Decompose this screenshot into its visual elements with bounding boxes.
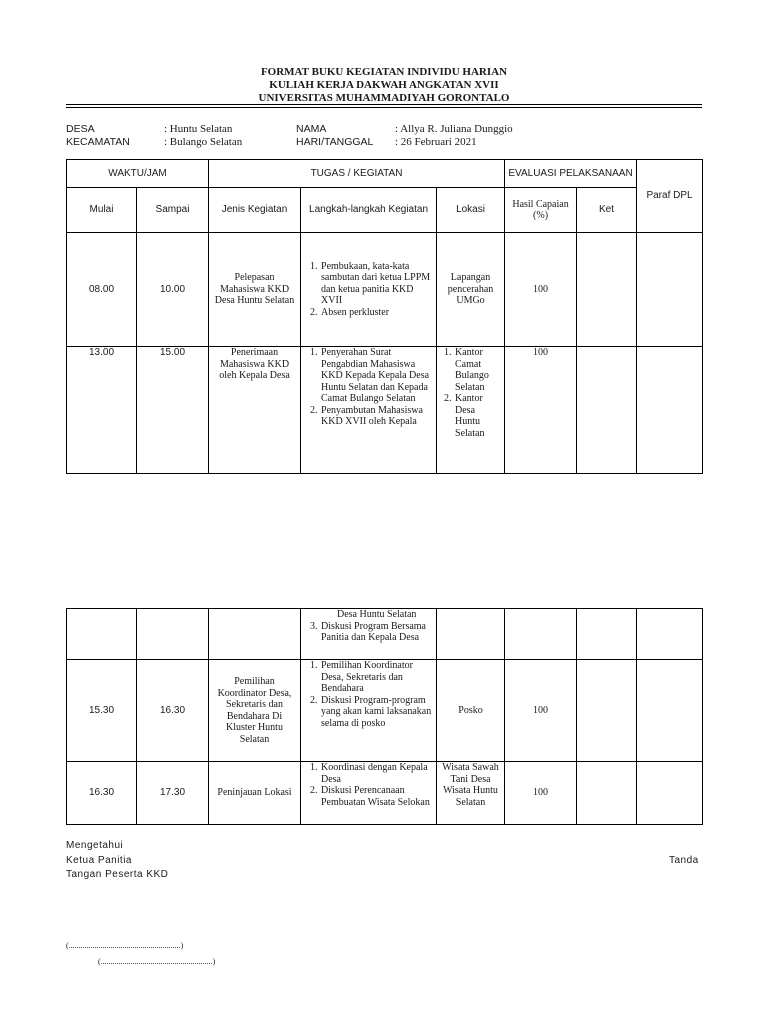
nama-label: NAMA xyxy=(296,123,327,135)
mulai-cell: 08.00 xyxy=(67,233,137,347)
lokasi-cell: Wisata Sawah Tani Desa Wisata Huntu Selatan xyxy=(437,762,505,825)
mulai-cell: 15.30 xyxy=(67,660,137,762)
signature-line-1: (........................................................) xyxy=(66,941,184,950)
step-item: 2. Diskusi Perencanaan Pembuatan Wisata Selokan xyxy=(320,785,433,808)
jenis-cell xyxy=(209,609,301,660)
evaluasi-header: EVALUASI PELAKSANAAN xyxy=(505,160,637,188)
lokasi-header: Lokasi xyxy=(437,188,505,233)
hasil-cell: 100 xyxy=(505,233,577,347)
tangan-peserta-text: Tangan Peserta KKD xyxy=(66,869,169,880)
step-continuation: Desa Huntu Selatan xyxy=(337,609,417,620)
sampai-cell: 15.00 xyxy=(137,347,209,474)
jenis-cell: Penerimaan Mahasiswa KKD oleh Kepala Desa xyxy=(209,347,301,474)
nama-value: : Allya R. Juliana Dunggio xyxy=(395,123,513,135)
ket-cell xyxy=(577,347,637,474)
paraf-cell xyxy=(637,660,703,762)
step-item: 1. Penyerahan Surat Pengabdian Mahasiswa KKD Kepada Kepala Desa Huntu Selatan dan Kepada Camat Bulango Selatan xyxy=(320,347,433,405)
table-row xyxy=(67,347,703,474)
signature-line-2: (........................................................) xyxy=(98,957,216,966)
desa-value: : Huntu Selatan xyxy=(164,123,233,135)
doc-title-line3: UNIVERSITAS MUHAMMADIYAH GORONTALO xyxy=(258,92,510,104)
waktu-header: WAKTU/JAM xyxy=(67,160,209,188)
paraf-cell xyxy=(637,347,703,474)
table-row xyxy=(67,660,703,762)
doc-title-line2: KULIAH KERJA DAKWAH ANGKATAN XVII xyxy=(269,79,499,91)
jenis-header: Jenis Kegiatan xyxy=(209,188,301,233)
step-item: 3. Diskusi Program Bersama Panitia dan Kepala Desa xyxy=(320,621,433,644)
langkah-cell xyxy=(301,233,437,347)
step-item: 1. Pembukaan, kata-kata sambutan dari ketua LPPM dan ketua panitia KKD XVII xyxy=(320,261,433,307)
jenis-cell: Pelepasan Mahasiswa KKD Desa Huntu Selatan xyxy=(209,233,301,347)
activity-table-page2 xyxy=(66,608,703,825)
sampai-cell: 10.00 xyxy=(137,233,209,347)
lokasi-cell xyxy=(437,609,505,660)
step-item: 2. Diskusi Program-program yang akan kami laksanakan selama di posko xyxy=(320,695,433,730)
langkah-header: Langkah-langkah Kegiatan xyxy=(301,188,437,233)
hasil-cell: 100 xyxy=(505,762,577,825)
lokasi-item: 1. Kantor Camat Bulango Selatan xyxy=(454,347,501,393)
doc-title-line1: FORMAT BUKU KEGIATAN INDIVIDU HARIAN xyxy=(260,66,508,78)
step-item: 1. Pemilihan Koordinator Desa, Sekretaris dan Bendahara xyxy=(320,660,433,695)
mulai-header: Mulai xyxy=(67,188,137,233)
mulai-cell xyxy=(67,609,137,660)
hasil-header: Hasil Capaian (%) xyxy=(505,188,577,233)
hari-value: : 26 Februari 2021 xyxy=(395,136,477,148)
lokasi-cell: Lapangan pencerahan UMGo xyxy=(437,233,505,347)
langkah-cell xyxy=(301,660,437,762)
langkah-cell xyxy=(301,609,437,660)
step-item: 1. Koordinasi dengan Kepala Desa xyxy=(320,762,433,785)
hasil-cell: 100 xyxy=(505,660,577,762)
jenis-cell: Peninjauan Lokasi xyxy=(209,762,301,825)
header-rule-bottom xyxy=(66,107,702,108)
paraf-cell xyxy=(637,233,703,347)
table-row xyxy=(67,233,703,347)
step-item: 2. Penyambutan Mahasiswa KKD XVII oleh Kepala xyxy=(320,405,433,428)
ket-cell xyxy=(577,660,637,762)
ket-header: Ket xyxy=(577,188,637,233)
tugas-header: TUGAS / KEGIATAN xyxy=(209,160,505,188)
jenis-cell: Pemilihan Koordinator Desa, Sekretaris dan Bendahara Di Kluster Huntu Selatan xyxy=(209,660,301,762)
langkah-cell xyxy=(301,347,437,474)
sampai-cell: 16.30 xyxy=(137,660,209,762)
sampai-header: Sampai xyxy=(137,188,209,233)
kecamatan-label: KECAMATAN xyxy=(66,136,130,148)
hasil-cell: 100 xyxy=(505,347,577,474)
header-rule-top xyxy=(66,104,702,105)
ket-cell xyxy=(577,233,637,347)
paraf-cell xyxy=(637,609,703,660)
step-item: 2. Absen perkluster xyxy=(320,307,433,319)
tanda-text: Tanda xyxy=(669,855,699,866)
mulai-cell: 13.00 xyxy=(67,347,137,474)
ketua-panitia-text: Ketua Panitia xyxy=(66,855,132,866)
desa-label: DESA xyxy=(66,123,95,135)
table-row xyxy=(67,609,703,660)
lokasi-cell xyxy=(437,347,505,474)
ket-cell xyxy=(577,609,637,660)
table-row xyxy=(67,762,703,825)
ket-cell xyxy=(577,762,637,825)
kecamatan-value: : Bulango Selatan xyxy=(164,136,243,148)
mengetahui-text: Mengetahui xyxy=(66,840,124,851)
hari-label: HARI/TANGGAL xyxy=(296,136,374,148)
lokasi-item: 2. Kantor Desa Huntu Selatan xyxy=(454,393,501,439)
activity-table-page1 xyxy=(66,159,703,474)
paraf-cell xyxy=(637,762,703,825)
lokasi-cell: Posko xyxy=(437,660,505,762)
sampai-cell xyxy=(137,609,209,660)
paraf-header: Paraf DPL xyxy=(637,160,703,233)
sampai-cell: 17.30 xyxy=(137,762,209,825)
hasil-cell xyxy=(505,609,577,660)
mulai-cell: 16.30 xyxy=(67,762,137,825)
langkah-cell xyxy=(301,762,437,825)
